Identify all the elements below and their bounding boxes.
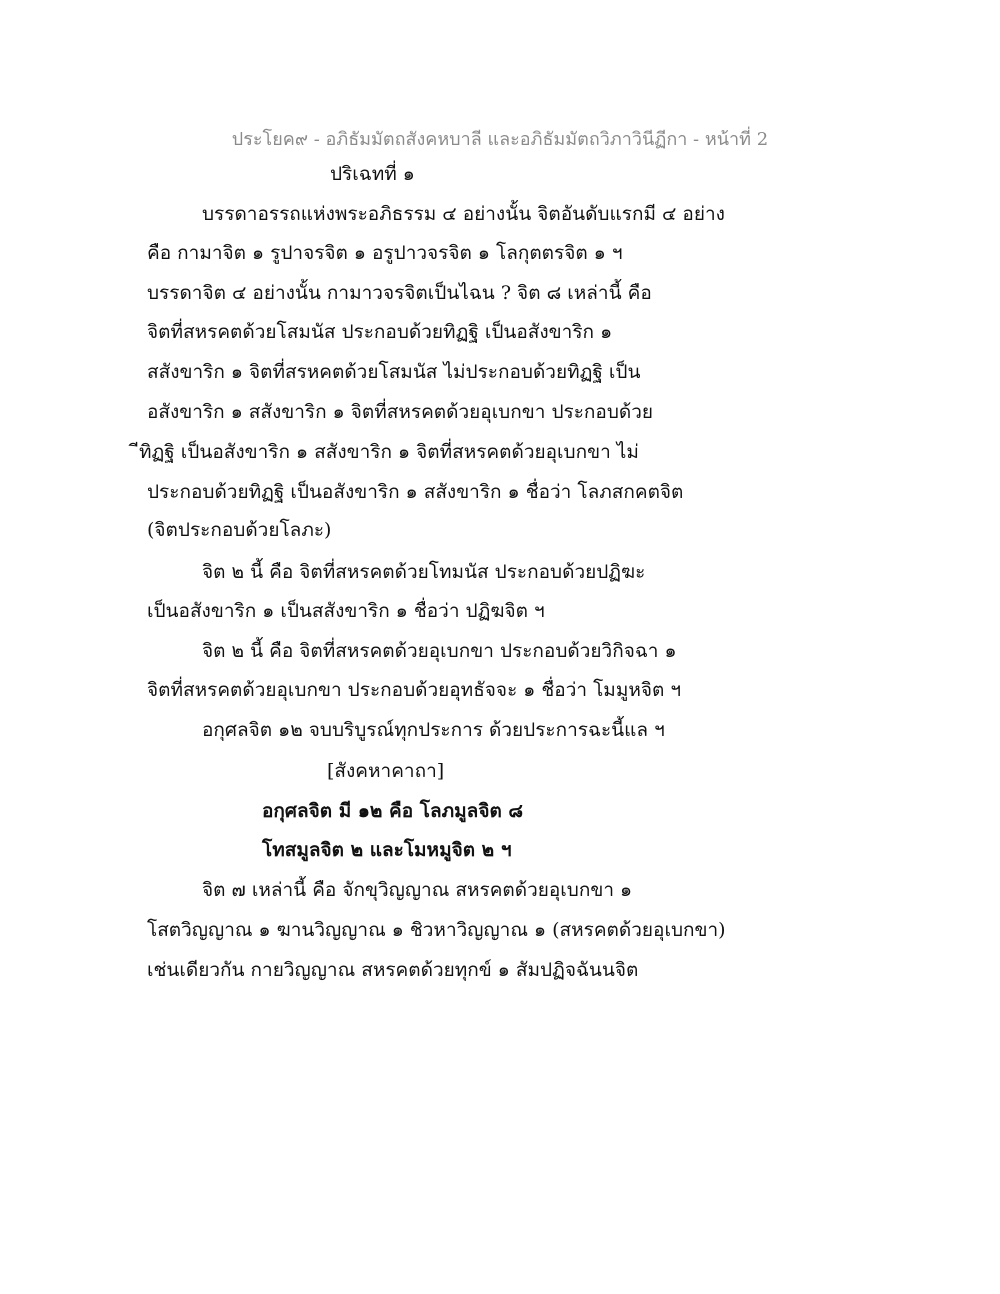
text-line: บรรดาจิต ๔ อย่างนั้น กามาวจรจิตเป็นไฉน ? จิต ๘ เหล่านี้ คือ [147, 282, 652, 304]
text-line: เป็นอสังขาริก ๑ เป็นสสังขาริก ๑ ชื่อว่า ปฏิฆจิต ฯ [147, 600, 545, 622]
verse-line: อกุศลจิต มี ๑๒ คือ โลภมูลจิต ๘ [262, 800, 524, 822]
text-line: โสตวิญญาณ ๑ ฆานวิญญาณ ๑ ชิวหาวิญญาณ ๑ (สหรคตด้วยอุเบกขา) [147, 919, 726, 941]
text-line: จิต ๒ นี้ คือ จิตที่สหรคตด้วยอุเบกขา ประกอบด้วยวิกิจฉา ๑ [202, 640, 677, 662]
running-header: ประโยค๙ - อภิธัมมัตถสังคหบาลี และอภิธัมมัตถวิภาวินีฏีกา - หน้าที่ 2 [231, 129, 769, 150]
text-line: คือ กามาจิต ๑ รูปาจรจิต ๑ อรูปาวจรจิต ๑ โลกุตตรจิต ๑ ฯ [147, 242, 623, 264]
text-line: ีทิฏฐิ เป็นอสังขาริก ๑ สสังขาริก ๑ จิตที่สหรคตด้วยอุเบกขา ไม่ [139, 441, 639, 463]
text-line: สสังขาริก ๑ จิตที่สรหคตด้วยโสมนัส ไม่ประกอบด้วยทิฏฐิ เป็น [147, 361, 641, 383]
text-line: เช่นเดียวกัน กายวิญญาณ สหรคตด้วยทุกข์ ๑ สัมปฏิจฉันนจิต [147, 959, 639, 981]
text-line: จิต ๗ เหล่านี้ คือ จักขุวิญญาณ สหรคตด้วยอุเบกขา ๑ [202, 879, 633, 901]
text-line: จิตที่สหรคตด้วยอุเบกขา ประกอบด้วยอุทธัจจะ ๑ ชื่อว่า โมมูหจิต ฯ [147, 679, 682, 701]
text-line: (จิตประกอบด้วยโลภะ) [147, 519, 332, 541]
text-line: จิต ๒ นี้ คือ จิตที่สหรคตด้วยโทมนัส ประกอบด้วยปฏิฆะ [202, 561, 646, 583]
verse-heading: [สังคหาคาถา] [327, 760, 445, 782]
text-line: ประกอบด้วยทิฏฐิ เป็นอสังขาริก ๑ สสังขาริก ๑ ชื่อว่า โลภสกคตจิต [147, 481, 684, 503]
verse-line: โทสมูลจิต ๒ และโมหมูจิต ๒ ฯ [262, 839, 512, 861]
text-line: อกุศลจิต ๑๒ จบบริบูรณ์ทุกประการ ด้วยประการฉะนี้แล ฯ [202, 719, 665, 741]
text-line: จิตที่สหรคตด้วยโสมนัส ประกอบด้วยทิฏฐิ เป็นอสังขาริก ๑ [147, 321, 613, 343]
chapter-title: ปริเฉทที่ ๑ [330, 163, 415, 185]
text-line: อสังขาริก ๑ สสังขาริก ๑ จิตที่สหรคตด้วยอุเบกขา ประกอบด้วย [147, 401, 654, 423]
text-line: บรรดาอรรถแห่งพระอภิธรรม ๔ อย่างนั้น จิตอันดับแรกมี ๔ อย่าง [202, 203, 725, 225]
